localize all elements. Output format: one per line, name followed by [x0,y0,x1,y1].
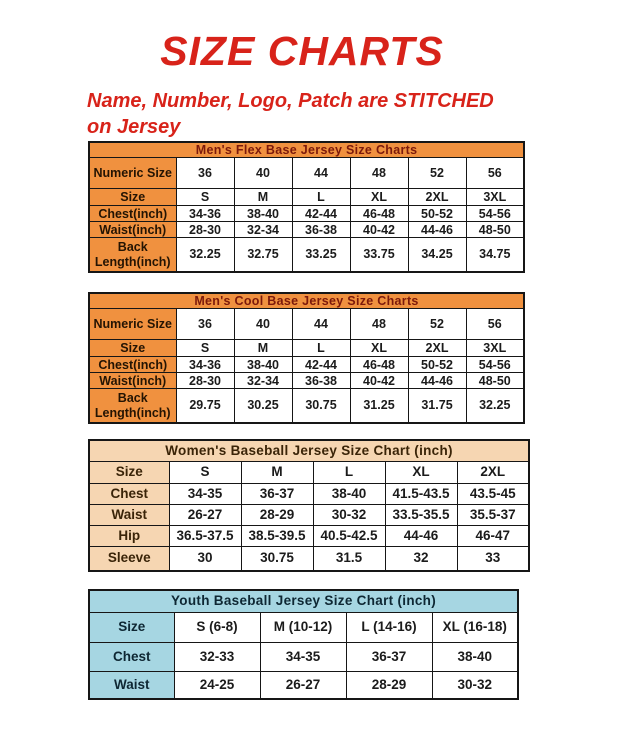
size-value: S [176,189,234,206]
table-title: Youth Baseball Jersey Size Chart (inch) [89,590,518,612]
size-value: 50-52 [408,357,466,373]
page-subtitle-line2: on Jersey [87,116,181,139]
size-value: 28-29 [346,671,432,699]
size-value: 36 [176,158,234,189]
size-value: 2XL [408,189,466,206]
row-label: Hip [89,525,169,546]
page-title: SIZE CHARTS [160,28,444,74]
size-value: 52 [408,309,466,340]
size-value: 30-32 [432,671,518,699]
table-title: Women's Baseball Jersey Size Chart (inch) [89,440,529,461]
size-value: 48 [350,158,408,189]
row-label: Chest [89,642,174,671]
size-value: 44 [292,309,350,340]
row-label: Size [89,340,176,357]
size-value: 30 [169,546,241,571]
size-value: 42-44 [292,206,350,222]
size-value: 2XL [408,340,466,357]
size-value: 36-38 [292,373,350,389]
size-value: 34-36 [176,206,234,222]
size-value: 28-30 [176,373,234,389]
row-label: Waist [89,671,174,699]
size-value: L [292,340,350,357]
size-value: 34.25 [408,238,466,272]
size-value: 31.5 [313,546,385,571]
size-value: 38-40 [313,483,385,504]
size-value: 44-46 [408,222,466,238]
size-value: XL [385,461,457,483]
size-value: 34-35 [169,483,241,504]
size-value: 46-47 [457,525,529,546]
row-label: Numeric Size [89,309,176,340]
size-value: 43.5-45 [457,483,529,504]
table-title: Men's Flex Base Jersey Size Charts [89,142,524,158]
size-value: S [176,340,234,357]
size-value: 40 [234,309,292,340]
size-table-mens-flex-base [88,141,525,273]
size-value: 36-37 [346,642,432,671]
size-value: 44-46 [408,373,466,389]
size-value: 35.5-37 [457,504,529,525]
size-value: 32 [385,546,457,571]
size-value: 28-30 [176,222,234,238]
size-value: 31.75 [408,389,466,423]
size-value: 32-34 [234,373,292,389]
size-value: 44-46 [385,525,457,546]
size-value: 56 [466,158,524,189]
size-value: 44 [292,158,350,189]
size-value: M [234,340,292,357]
size-value: 46-48 [350,357,408,373]
size-value: 54-56 [466,206,524,222]
size-value: 48-50 [466,222,524,238]
size-value: S [169,461,241,483]
size-value: 31.25 [350,389,408,423]
size-value: 34-36 [176,357,234,373]
row-label: Waist(inch) [89,373,176,389]
row-label: Chest(inch) [89,357,176,373]
row-label: Chest(inch) [89,206,176,222]
size-value: 38-40 [234,357,292,373]
row-label: Back Length(inch) [89,238,176,272]
size-value: XL [350,340,408,357]
size-table-youth-baseball [88,589,519,700]
size-table-mens-cool-base [88,292,525,424]
size-value: 36-37 [241,483,313,504]
size-value: 56 [466,309,524,340]
size-value: 40-42 [350,222,408,238]
size-value: 33 [457,546,529,571]
row-label: Size [89,612,174,642]
size-value: 30.75 [241,546,313,571]
size-value: 46-48 [350,206,408,222]
row-label: Back Length(inch) [89,389,176,423]
row-label: Chest [89,483,169,504]
size-value: 2XL [457,461,529,483]
size-value: 40.5-42.5 [313,525,385,546]
size-value: 54-56 [466,357,524,373]
page-subtitle [87,88,587,141]
size-value: 38-40 [432,642,518,671]
size-value: 3XL [466,189,524,206]
size-value: 33.5-35.5 [385,504,457,525]
size-value: 36 [176,309,234,340]
page-subtitle-line1: Name, Number, Logo, Patch are STITCHED [87,90,494,112]
size-value: 3XL [466,340,524,357]
size-value: XL [350,189,408,206]
row-label: Size [89,461,169,483]
size-value: XL (16-18) [432,612,518,642]
size-value: 26-27 [169,504,241,525]
size-value: 36-38 [292,222,350,238]
size-value: 32.25 [466,389,524,423]
size-value: L (14-16) [346,612,432,642]
row-label: Size [89,189,176,206]
size-value: 29.75 [176,389,234,423]
size-value: L [313,461,385,483]
size-value: 24-25 [174,671,260,699]
size-table-womens-baseball [88,439,530,572]
row-label: Waist(inch) [89,222,176,238]
row-label: Sleeve [89,546,169,571]
size-value: M [234,189,292,206]
size-value: 42-44 [292,357,350,373]
size-value: 26-27 [260,671,346,699]
size-value: 33.25 [292,238,350,272]
table-title: Men's Cool Base Jersey Size Charts [89,293,524,309]
size-value: 32-34 [234,222,292,238]
size-value: 40 [234,158,292,189]
size-value: 38.5-39.5 [241,525,313,546]
size-value: M (10-12) [260,612,346,642]
size-value: 36.5-37.5 [169,525,241,546]
size-value: 33.75 [350,238,408,272]
size-value: L [292,189,350,206]
size-value: 41.5-43.5 [385,483,457,504]
size-value: 30.25 [234,389,292,423]
size-value: 32.25 [176,238,234,272]
size-value: 50-52 [408,206,466,222]
size-value: 32-33 [174,642,260,671]
size-value: 34-35 [260,642,346,671]
size-value: 48-50 [466,373,524,389]
row-label: Numeric Size [89,158,176,189]
size-value: 52 [408,158,466,189]
size-value: M [241,461,313,483]
size-value: 30-32 [313,504,385,525]
size-value: 40-42 [350,373,408,389]
size-value: 32.75 [234,238,292,272]
size-value: 28-29 [241,504,313,525]
size-value: 30.75 [292,389,350,423]
size-value: 48 [350,309,408,340]
size-value: S (6-8) [174,612,260,642]
size-value: 38-40 [234,206,292,222]
row-label: Waist [89,504,169,525]
size-value: 34.75 [466,238,524,272]
